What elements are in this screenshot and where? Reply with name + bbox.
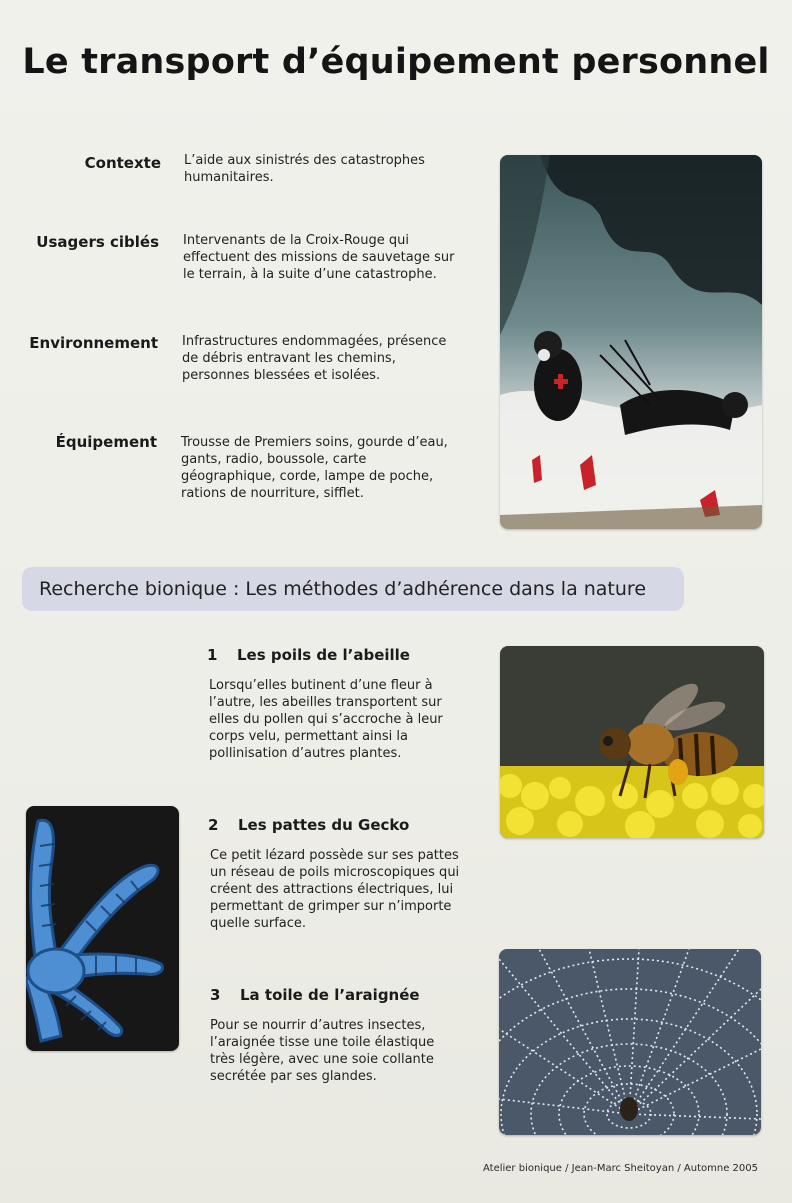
text-line: Ce petit lézard possède sur ses pattes	[210, 848, 459, 863]
item-text-3	[210, 1017, 434, 1085]
text-line: géographique, corde, lampe de poche,	[181, 469, 434, 484]
credits-footer: Atelier bionique / Jean-Marc Sheitoyan / Automne 2005	[482, 1163, 758, 1174]
gecko-foot-photo	[26, 806, 179, 1051]
text-line: l’araignée tisse une toile élastique	[210, 1035, 435, 1050]
text-line: effectuent des missions de sauvetage sur	[183, 250, 455, 265]
text-line: Pour se nourrir d’autres insectes,	[210, 1018, 426, 1033]
item-title: La toile de l’araignée	[240, 986, 420, 1004]
section-text-usagers	[183, 232, 454, 283]
text-line: Trousse de Premiers soins, gourde d’eau,	[181, 435, 448, 450]
text-line: elles du pollen qui s’accroche à leur	[209, 712, 443, 727]
item-number: 3	[210, 986, 221, 1004]
spider-web-photo	[499, 949, 761, 1135]
item-title: Les pattes du Gecko	[238, 816, 410, 834]
item-heading-1	[207, 646, 410, 664]
bee-photo	[500, 646, 764, 838]
text-line: gants, radio, boussole, carte	[181, 452, 367, 467]
text-line: secrétée par ses glandes.	[210, 1069, 377, 1084]
item-number: 1	[207, 646, 218, 664]
section-text-contexte	[184, 152, 425, 186]
item-heading-2	[208, 816, 409, 834]
item-title: Les poils de l’abeille	[237, 646, 410, 664]
section-banner	[22, 567, 684, 611]
text-line: Lorsqu’elles butinent d’une fleur à	[209, 678, 433, 693]
section-text-environnement	[182, 333, 446, 384]
text-line: Infrastructures endommagées, présence	[182, 334, 447, 349]
text-line: créent des attractions électriques, lui	[210, 882, 454, 897]
section-text-equipement	[181, 434, 448, 502]
item-text-2	[210, 847, 459, 932]
rescue-illustration	[500, 155, 762, 529]
text-line: Intervenants de la Croix-Rouge qui	[183, 233, 409, 248]
section-label-contexte: Contexte	[84, 154, 161, 172]
text-line: permettant de grimper sur n’importe	[210, 899, 452, 914]
text-line: pollinisation d’autres plantes.	[209, 746, 402, 761]
text-line: corps velu, permettant ainsi la	[209, 729, 408, 744]
section-label-usagers: Usagers ciblés	[36, 233, 159, 251]
text-line: quelle surface.	[210, 916, 307, 931]
section-label-environnement: Environnement	[29, 334, 158, 352]
text-line: très légère, avec une soie collante	[210, 1052, 434, 1067]
item-text-1	[209, 677, 443, 762]
text-line: un réseau de poils microscopiques qui	[210, 865, 460, 880]
text-line: le terrain, à la suite d’une catastrophe.	[183, 267, 437, 282]
page-title: Le transport d’équipement personnel	[22, 42, 770, 82]
item-number: 2	[208, 816, 219, 834]
section-label-equipement: Équipement	[55, 433, 157, 451]
text-line: de débris entravant les chemins,	[182, 351, 396, 366]
item-heading-3	[210, 986, 420, 1004]
text-line: humanitaires.	[184, 170, 274, 185]
text-line: L’aide aux sinistrés des catastrophes	[184, 153, 425, 168]
text-line: rations de nourriture, sifflet.	[181, 486, 364, 501]
text-line: l’autre, les abeilles transportent sur	[209, 695, 442, 710]
banner-title: Recherche bionique : Les méthodes d’adhérence dans la nature	[39, 578, 647, 600]
text-line: personnes blessées et isolées.	[182, 368, 381, 383]
